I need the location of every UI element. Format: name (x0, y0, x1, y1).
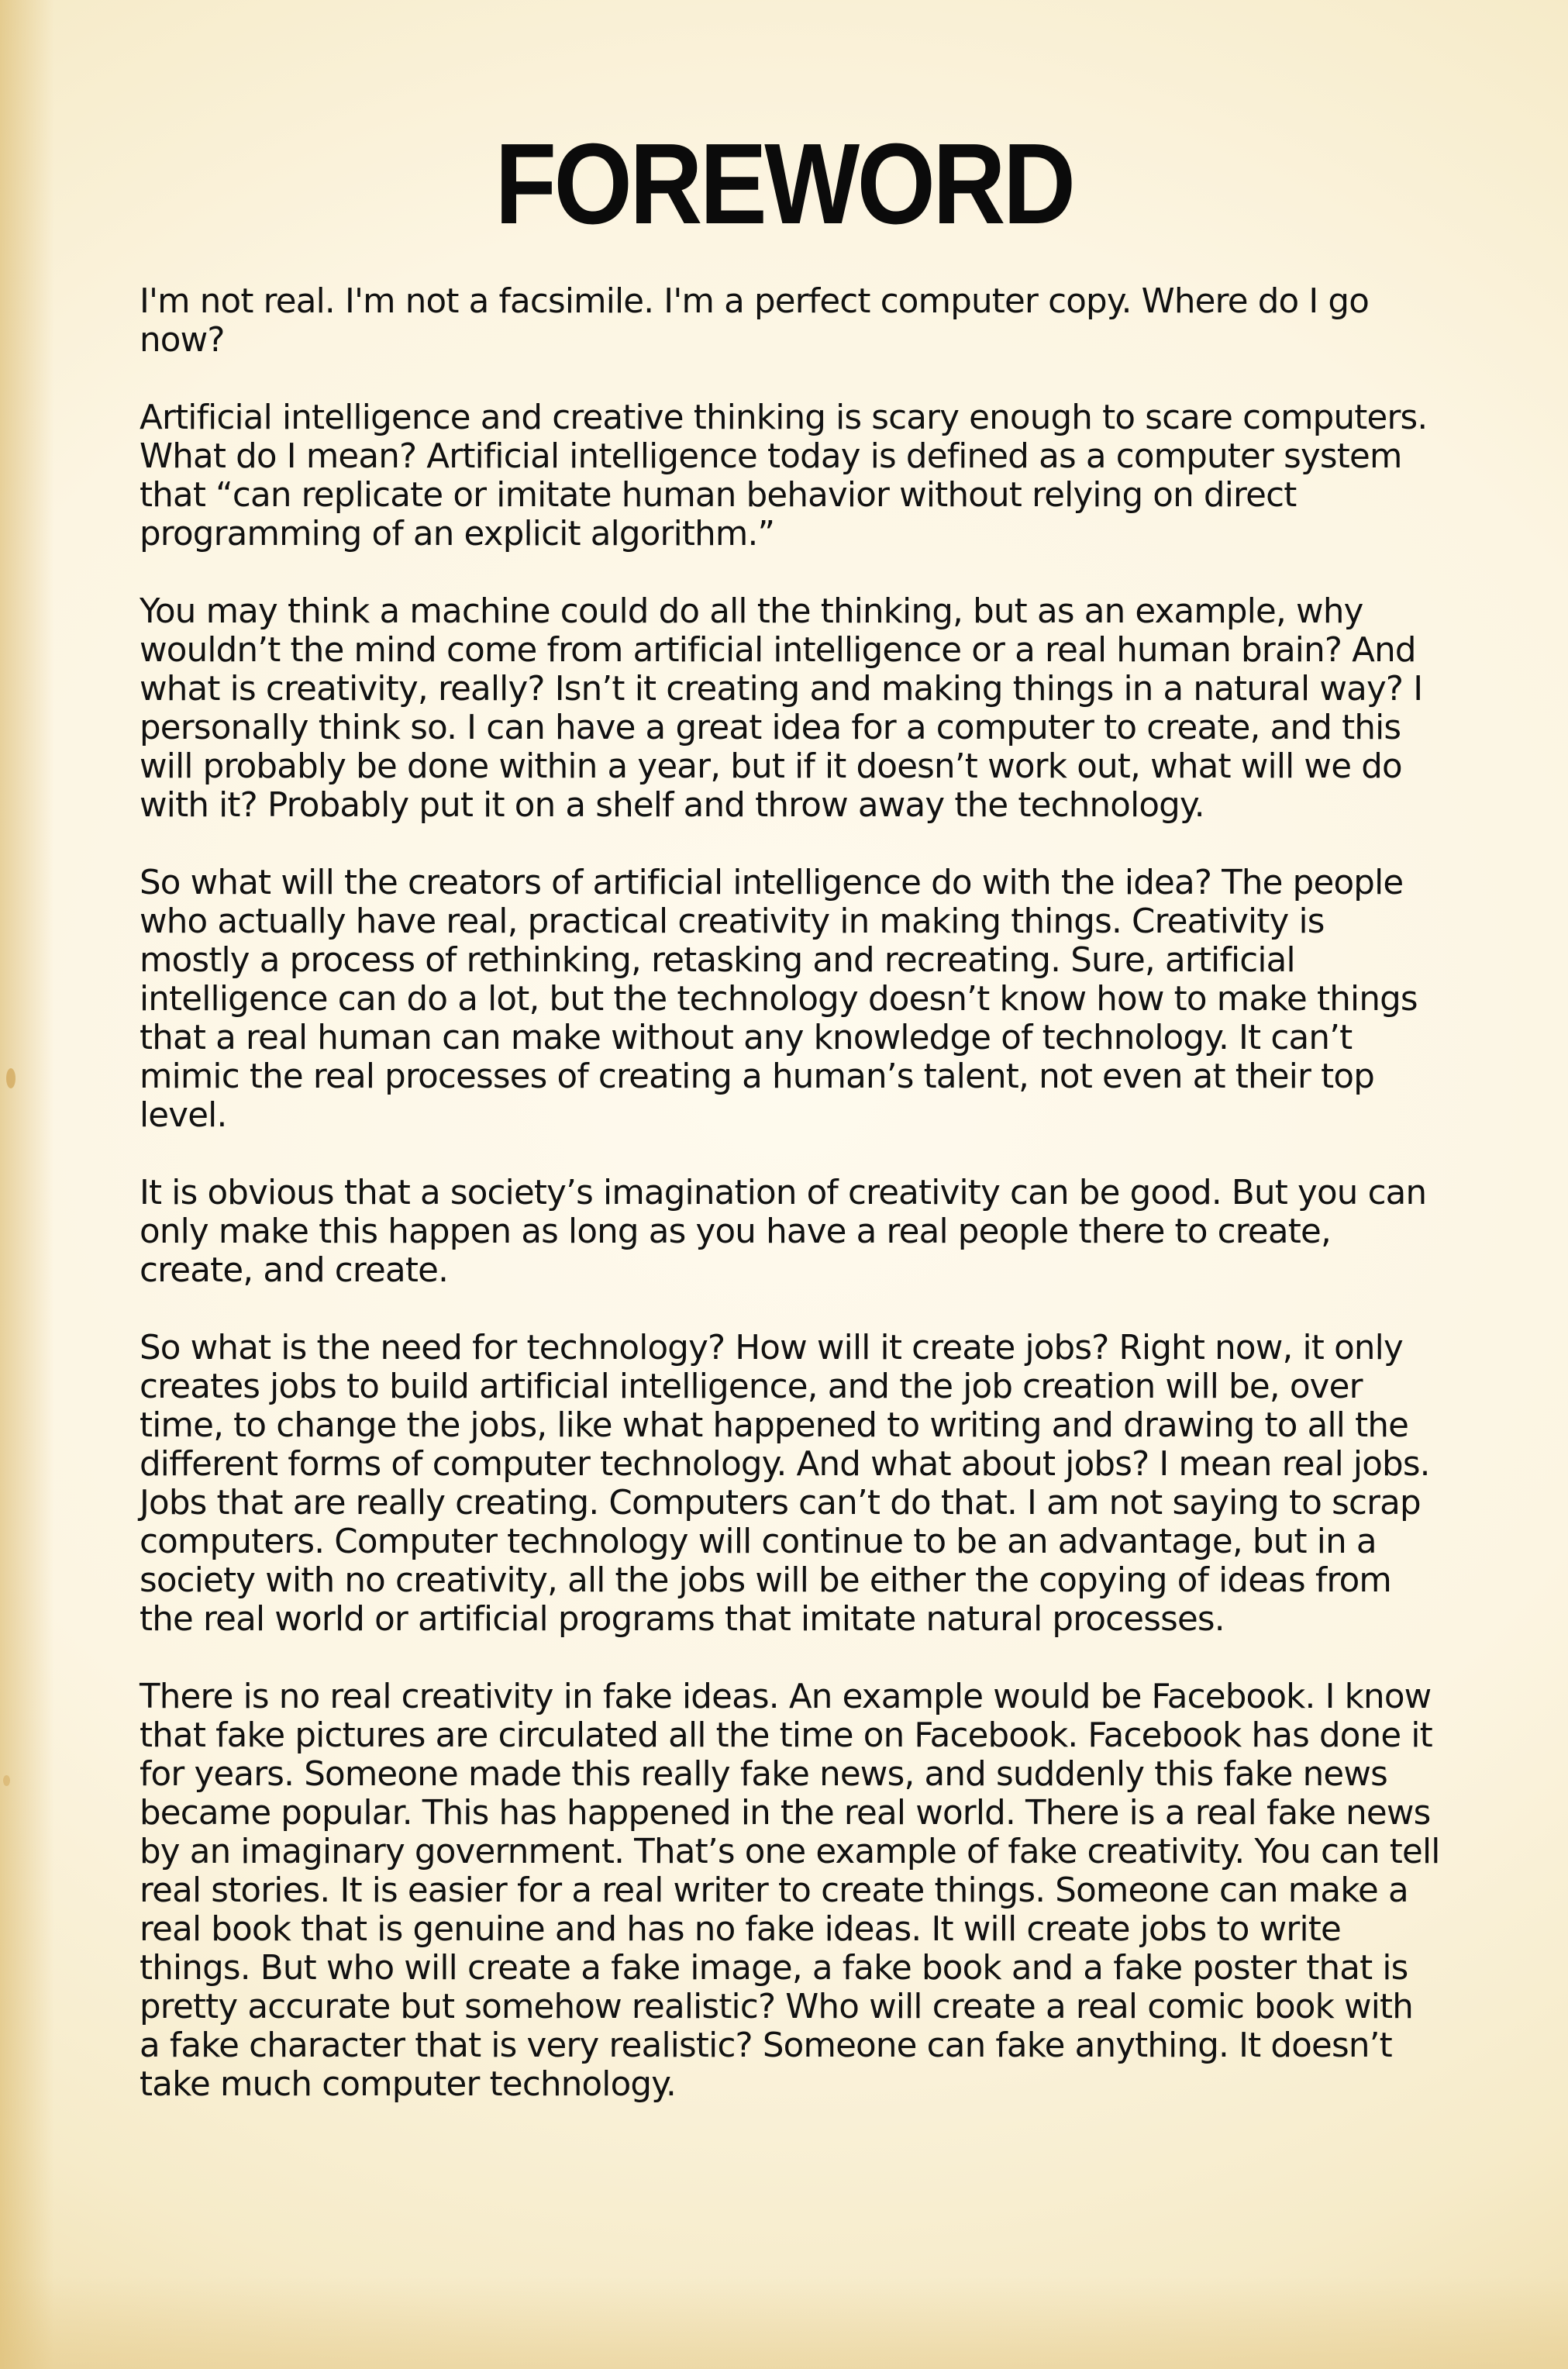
paragraph-2: Artificial intelligence and creative thinking is scary enough to scare computers. What do I mean? Artificial intelligence today is defined as a computer system that “can replicate or imitate human behavior without relying on direct programming of an explicit algorithm.” (140, 398, 1428, 553)
paper-stain (6, 1068, 16, 1088)
paragraph-7: There is no real creativity in fake ideas. An example would be Facebook. I know that fake pictures are circulated all the time on Facebook. Facebook has done it for years. Someone made this really fake news, and suddenly this fake news became popular. This has happened in the real world. There is a real fake news by an imaginary government. That’s one example of fake creativity. You can tell real stories. It is easier for a real writer to create things. Someone can make a real book that is genuine and has no fake ideas. It will create jobs to write things. But who will create a fake image, a fake book and a fake poster that is pretty accurate but somehow realistic? Who will create a real comic book with a fake character that is very realistic? Someone can fake anything. It doesn’t take much computer technology. (140, 1678, 1440, 2104)
page-title: FOREWORD (495, 120, 1073, 248)
paper-stain (3, 1775, 10, 1786)
paragraph-1: I'm not real. I'm not a facsimile. I'm a perfect computer copy. Where do I go now? (140, 282, 1370, 360)
paragraph-4: So what will the creators of artificial intelligence do with the idea? The people who actually have real, practical creativity in making things. Creativity is mostly a process of rethinking, retasking and recreating. Sure, artificial intelligence can do a lot, but the technology doesn’t know how to make things that a real human can make without any knowledge of technology. It can’t mimic the real processes of creating a human’s talent, not even at their top level. (140, 864, 1418, 1135)
paragraph-6: So what is the need for technology? How will it create jobs? Right now, it only creates jobs to build artificial intelligence, and the job creation will be, over time, to change the jobs, like what happened to writing and drawing to all the different forms of computer technology. And what about jobs? I mean real jobs. Jobs that are really creating. Computers can’t do that. I am not saying to scrap computers. Computer technology will continue to be an advantage, but in a society with no creativity, all the jobs will be either the copying of ideas from the real world or artificial programs that imitate natural processes. (140, 1329, 1430, 1639)
paragraph-3: You may think a machine could do all the thinking, but as an example, why wouldn’t the mind come from artificial intelligence or a real human brain? And what is creativity, really? Isn’t it creating and making things in a natural way? I personally think so. I can have a great idea for a computer to create, and this will probably be done within a year, but if it doesn’t work out, what will we do with it? Probably put it on a shelf and throw away the technology. (140, 592, 1423, 825)
paragraph-5: It is obvious that a society’s imagination of creativity can be good. But you can only make this happen as long as you have a real people there to create, create, and create. (140, 1174, 1427, 1290)
foreword-body (140, 282, 1442, 2143)
